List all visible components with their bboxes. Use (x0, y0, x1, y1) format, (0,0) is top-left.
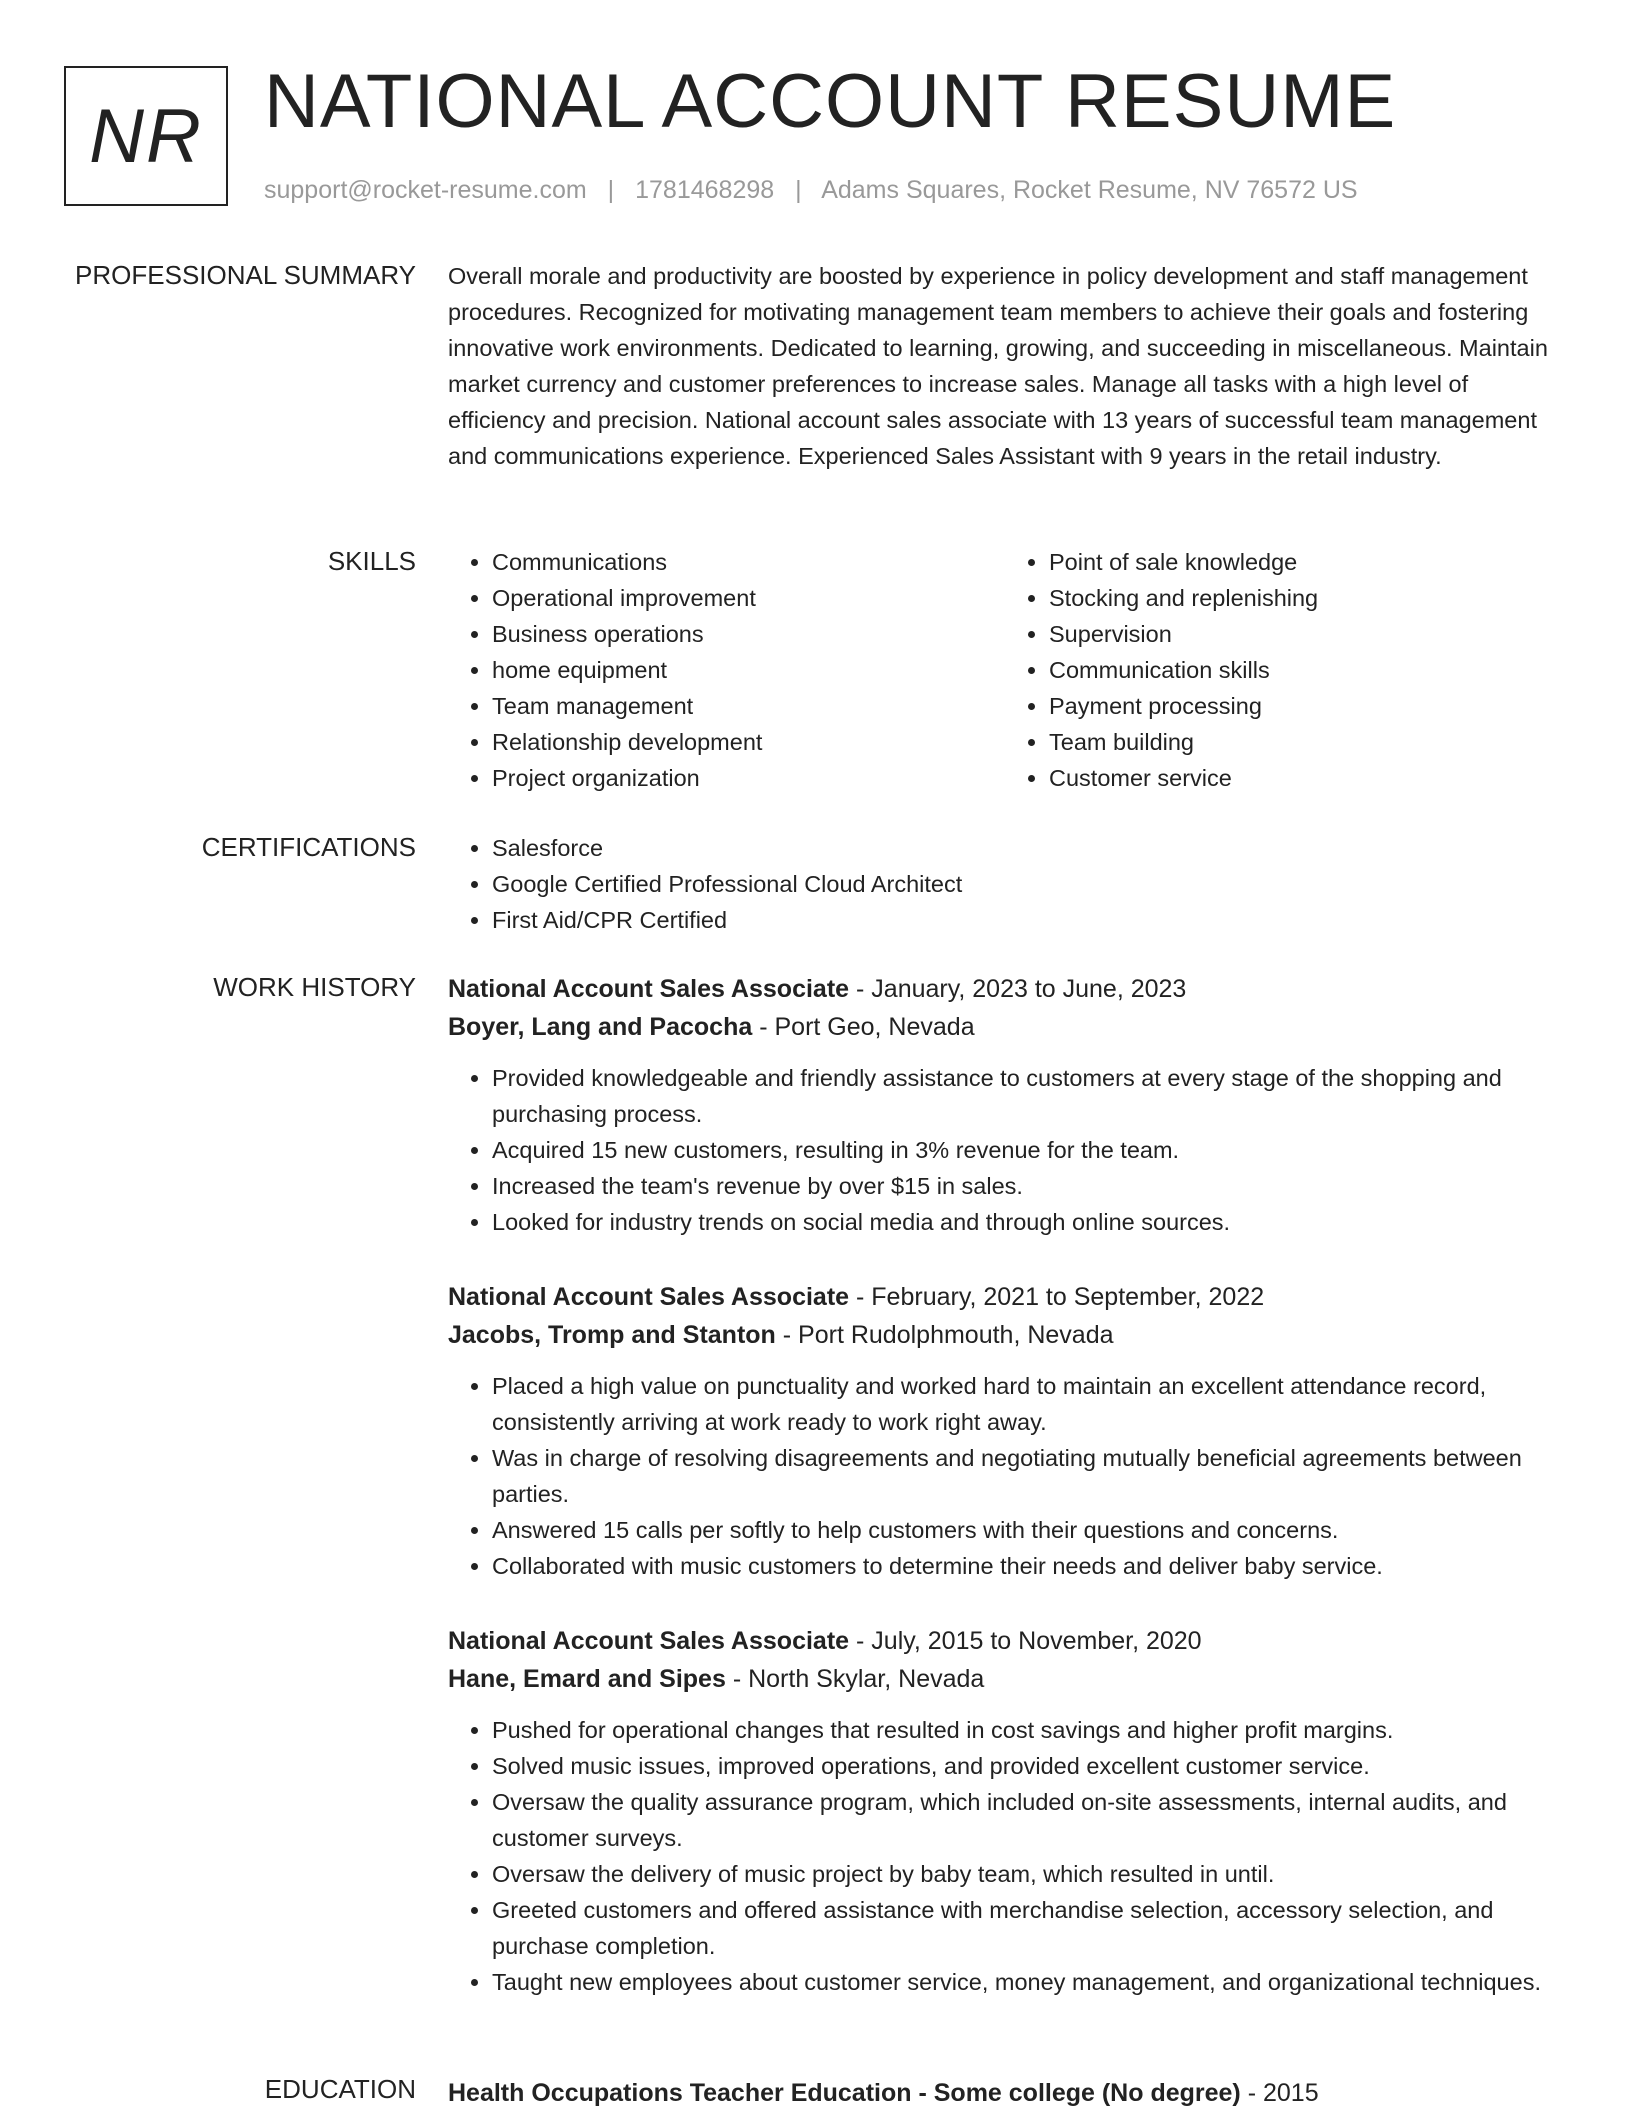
skills-columns (448, 544, 1562, 796)
job-duty-item: • Increased the team's revenue by over $15 in sales. (492, 1168, 1562, 1204)
contact-email[interactable]: support@rocket-resume.com (264, 176, 587, 204)
skill-item: • Stocking and replenishing (1049, 580, 1562, 616)
contact-line (264, 176, 1358, 205)
section-label-education: EDUCATION (264, 2074, 416, 2104)
skill-item: • Business operations (492, 616, 1005, 652)
contact-phone[interactable]: 1781468298 (635, 176, 775, 204)
job-duty-item: • Pushed for operational changes that resulted in cost savings and higher profit margins. (492, 1712, 1562, 1748)
job-title: National Account Sales Associate (448, 1627, 850, 1655)
job-duty-item: • Oversaw the delivery of music project by baby team, which resulted in until. (492, 1856, 1562, 1892)
job-company-line (448, 1660, 1562, 1698)
job-duty-item: • Collaborated with music customers to determine their needs and deliver baby service. (492, 1548, 1562, 1584)
certifications-list (448, 830, 1562, 938)
skill-item: • Supervision (1049, 616, 1562, 652)
job-duty-item: • Solved music issues, improved operations, and provided excellent customer service. (492, 1748, 1562, 1784)
job-company: Jacobs, Tromp and Stanton (448, 1321, 776, 1349)
job-dates: - July, 2015 to November, 2020 (856, 1627, 1202, 1655)
job-title-line (448, 970, 1562, 1008)
work-history-content (448, 970, 1562, 2038)
skill-item: • Payment processing (1049, 688, 1562, 724)
skill-item: • Relationship development (492, 724, 1005, 760)
skill-item: • Team management (492, 688, 1005, 724)
monogram-box (64, 66, 228, 206)
job-duty-item: • Taught new employees about customer service, money management, and organizational techniques. (492, 1964, 1562, 2000)
contact-separator: | (795, 176, 802, 204)
section-label-work-history: WORK HISTORY (213, 972, 416, 1002)
job-duty-item: • Provided knowledgeable and friendly assistance to customers at every stage of the shopping and purchasing process. (492, 1060, 1562, 1132)
job-duties-list (448, 1712, 1562, 2000)
job-company-line (448, 1316, 1562, 1354)
job-entry (448, 1622, 1562, 2000)
education-year: - 2015 (1247, 2079, 1319, 2107)
job-title-line (448, 1278, 1562, 1316)
summary-text: Overall morale and productivity are boosted by experience in policy development and staff management procedures. Recognized for motivating management team members to achieve their goals and fostering innovative work environments. Dedicated to learning, growing, and succeeding in miscellaneous. Maintain market currency and customer preferences to increase sales. Manage all tasks with a high level of efficiency and precision. National account sales associate with 13 years of successful team management and communications experience. Experienced Sales Assistant with 9 years in the retail industry. (448, 263, 1548, 469)
job-location: - Port Rudolphmouth, Nevada (782, 1321, 1114, 1349)
job-duty-item: • Oversaw the quality assurance program, which included on-site assessments, internal audits, and customer surveys. (492, 1784, 1562, 1856)
summary-content (448, 258, 1562, 474)
job-duties-list (448, 1368, 1562, 1584)
skill-item: • Team building (1049, 724, 1562, 760)
job-duties-list (448, 1060, 1562, 1240)
skill-item: • home equipment (492, 652, 1005, 688)
skills-list-right (1005, 544, 1562, 796)
job-duty-item: • Acquired 15 new customers, resulting in 3% revenue for the team. (492, 1132, 1562, 1168)
contact-separator: | (607, 176, 615, 204)
education-degree: Health Occupations Teacher Education - Some college (No degree) (448, 2079, 1241, 2107)
job-dates: - January, 2023 to June, 2023 (856, 975, 1187, 1003)
job-duty-item: • Was in charge of resolving disagreements and negotiating mutually beneficial agreements between parties. (492, 1440, 1562, 1512)
job-dates: - February, 2021 to September, 2022 (856, 1283, 1265, 1311)
certification-item: • Salesforce (492, 830, 1562, 866)
job-company: Boyer, Lang and Pacocha (448, 1013, 753, 1041)
resume-title: NATIONAL ACCOUNT RESUME (264, 59, 1397, 144)
section-label-certifications: CERTIFICATIONS (201, 832, 416, 862)
job-title: National Account Sales Associate (448, 1283, 850, 1311)
skills-list-left (448, 544, 1005, 796)
job-duty-item: • Looked for industry trends on social media and through online sources. (492, 1204, 1562, 1240)
section-label-summary: PROFESSIONAL SUMMARY (75, 260, 416, 290)
certifications-content (448, 830, 1562, 938)
skill-item: • Communication skills (1049, 652, 1562, 688)
skill-item: • Communications (492, 544, 1005, 580)
monogram-initials: NR (89, 93, 203, 179)
certification-item: • First Aid/CPR Certified (492, 902, 1562, 938)
job-location: - North Skylar, Nevada (732, 1665, 985, 1693)
job-title: National Account Sales Associate (448, 975, 850, 1003)
job-entry (448, 1278, 1562, 1584)
job-duty-item: • Answered 15 calls per softly to help customers with their questions and concerns. (492, 1512, 1562, 1548)
contact-address: Adams Squares, Rocket Resume, NV 76572 US (821, 176, 1358, 204)
job-duty-item: • Placed a high value on punctuality and worked hard to maintain an excellent attendance record, consistently arriving at work ready to work right away. (492, 1368, 1562, 1440)
job-company: Hane, Emard and Sipes (448, 1665, 726, 1693)
section-label-skills: SKILLS (327, 546, 416, 576)
education-entry (448, 2074, 1562, 2112)
certification-item: • Google Certified Professional Cloud Architect (492, 866, 1562, 902)
job-title-line (448, 1622, 1562, 1660)
skill-item: • Point of sale knowledge (1049, 544, 1562, 580)
job-company-line (448, 1008, 1562, 1046)
skill-item: • Operational improvement (492, 580, 1005, 616)
job-location: - Port Geo, Nevada (759, 1013, 975, 1041)
education-content (448, 2074, 1562, 2112)
skill-item: • Customer service (1049, 760, 1562, 796)
job-duty-item: • Greeted customers and offered assistance with merchandise selection, accessory selection, and purchase completion. (492, 1892, 1562, 1964)
job-entry (448, 970, 1562, 1240)
skill-item: • Project organization (492, 760, 1005, 796)
